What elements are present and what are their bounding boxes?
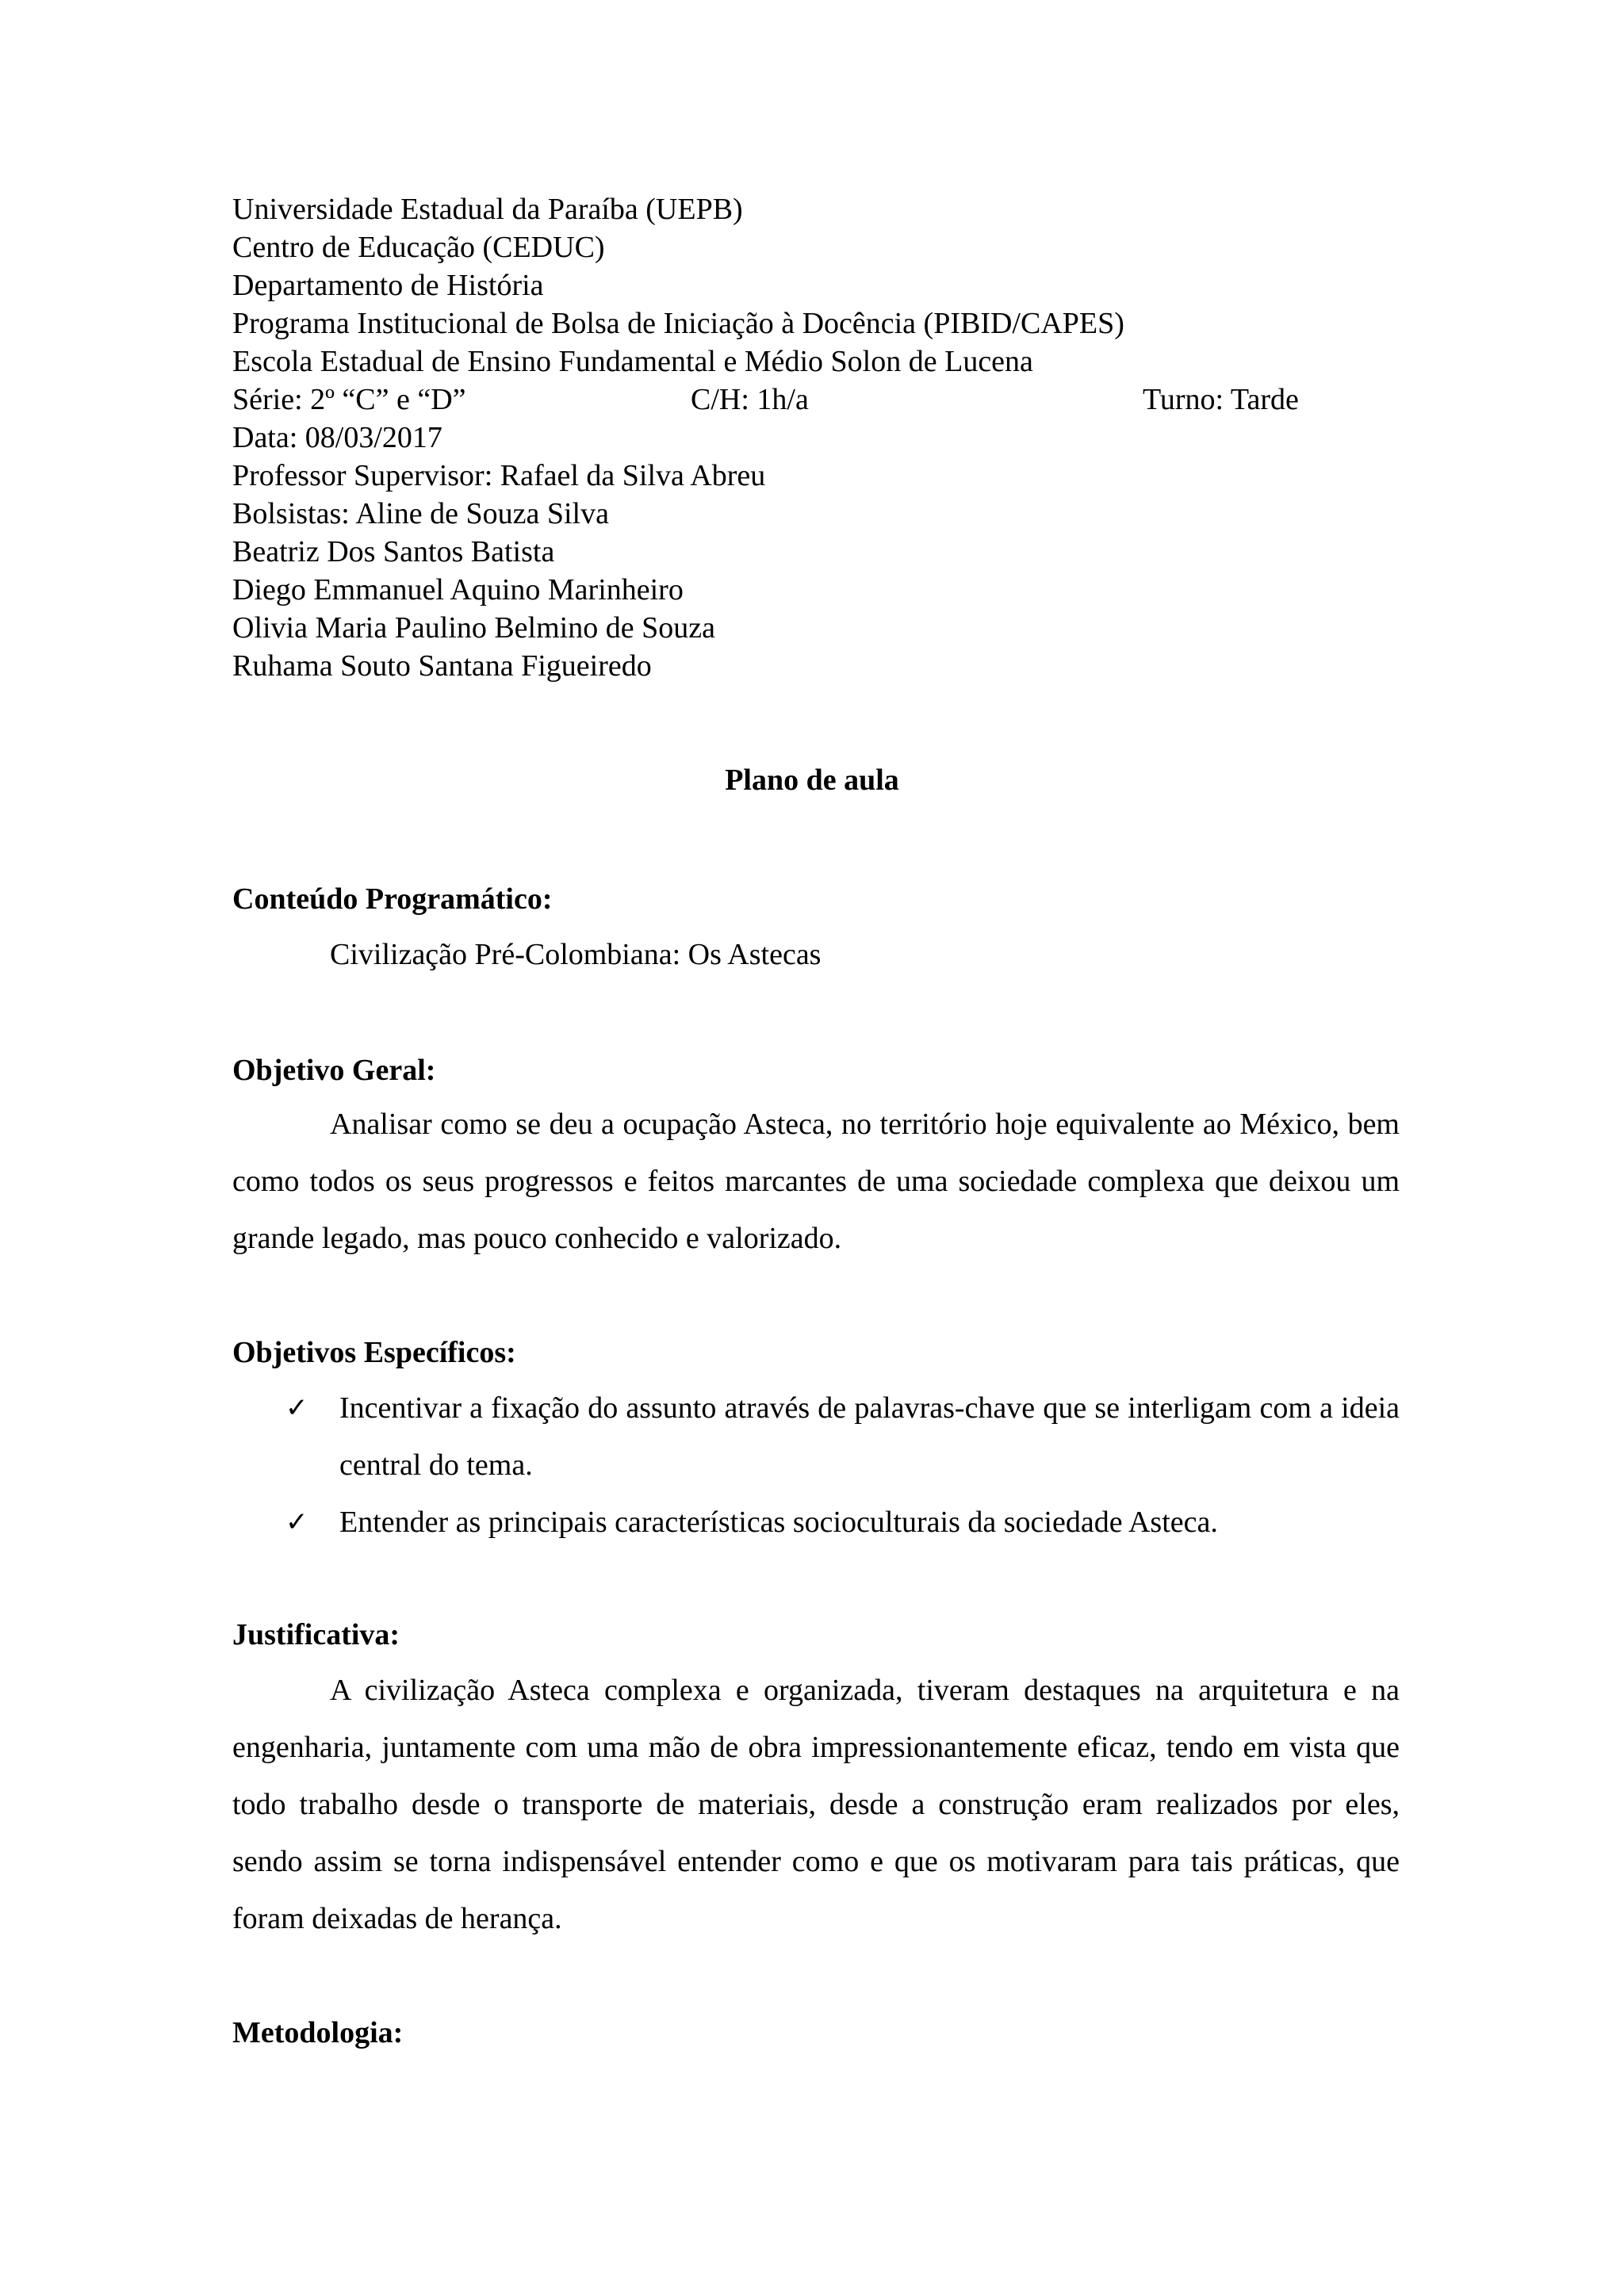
department-line: Departamento de História (232, 269, 544, 302)
shift-text: Turno: Tarde (1143, 383, 1299, 416)
check-icon: ✓ (285, 1506, 308, 1538)
bolsista-name: Ruhama Souto Santana Figueiredo (232, 649, 652, 683)
supervisor-line: Professor Supervisor: Rafael da Silva Abreu (232, 459, 766, 492)
objetivo-geral-text: Analisar como se deu a ocupação Asteca, no território hoje equivalente ao México, bem como todos os seus progressos e feitos marcantes de uma sociedade complexa que deixou um grande legado, mas pouco conhecido e valorizado. (232, 1108, 1400, 1255)
justificativa-text: A civilização Asteca complexa e organizada, tiveram destaques na arquitetura e na engenharia, juntamente com uma mão de obra impressionantemente eficaz, tendo em vista que todo trabalho desde o transporte de materiais, desde a construção eram realizados por eles, sendo assim se torna indispensável entender como e que os motivaram para tais práticas, que foram deixadas de herança. (232, 1674, 1400, 1935)
university-line: Universidade Estadual da Paraíba (UEPB) (232, 193, 743, 226)
metodologia-heading: Metodologia: (232, 2016, 404, 2049)
workload-text: C/H: 1h/a (691, 383, 809, 416)
conteudo-text: Civilização Pré-Colombiana: Os Astecas (330, 938, 822, 971)
list-item-text: Incentivar a fixação do assunto através de palavras-chave que se interligam com a ideia central do tema. (339, 1391, 1400, 1482)
document-title: Plano de aula (725, 763, 899, 797)
program-line: Programa Institucional de Bolsa de Iniciação à Docência (PIBID/CAPES) (232, 307, 1124, 340)
list-item (285, 1380, 1400, 1494)
class-info-line (232, 381, 1406, 419)
center-line: Centro de Educação (CEDUC) (232, 231, 605, 264)
objetivo-geral-heading: Objetivo Geral: (232, 1054, 436, 1087)
serie-text: Série: 2º “C” e “D” (232, 383, 466, 416)
bolsista-name: Diego Emmanuel Aquino Marinheiro (232, 573, 684, 607)
bolsistas-line: Bolsistas: Aline de Souza Silva (232, 497, 609, 530)
conteudo-heading: Conteúdo Programático: (232, 882, 553, 916)
school-line: Escola Estadual de Ensino Fundamental e Médio Solon de Lucena (232, 345, 1033, 378)
list-item (285, 1494, 1400, 1551)
bolsista-name: Beatriz Dos Santos Batista (232, 535, 555, 568)
date-line: Data: 08/03/2017 (232, 421, 442, 454)
bolsista-name: Olivia Maria Paulino Belmino de Souza (232, 611, 715, 645)
check-icon: ✓ (285, 1392, 308, 1424)
justificativa-heading: Justificativa: (232, 1618, 400, 1651)
document-header (232, 190, 1406, 685)
list-item-text: Entender as principais características socioculturais da sociedade Asteca. (339, 1506, 1218, 1539)
objetivos-especificos-list (285, 1380, 1400, 1551)
objetivos-especificos-heading: Objetivos Específicos: (232, 1336, 516, 1369)
